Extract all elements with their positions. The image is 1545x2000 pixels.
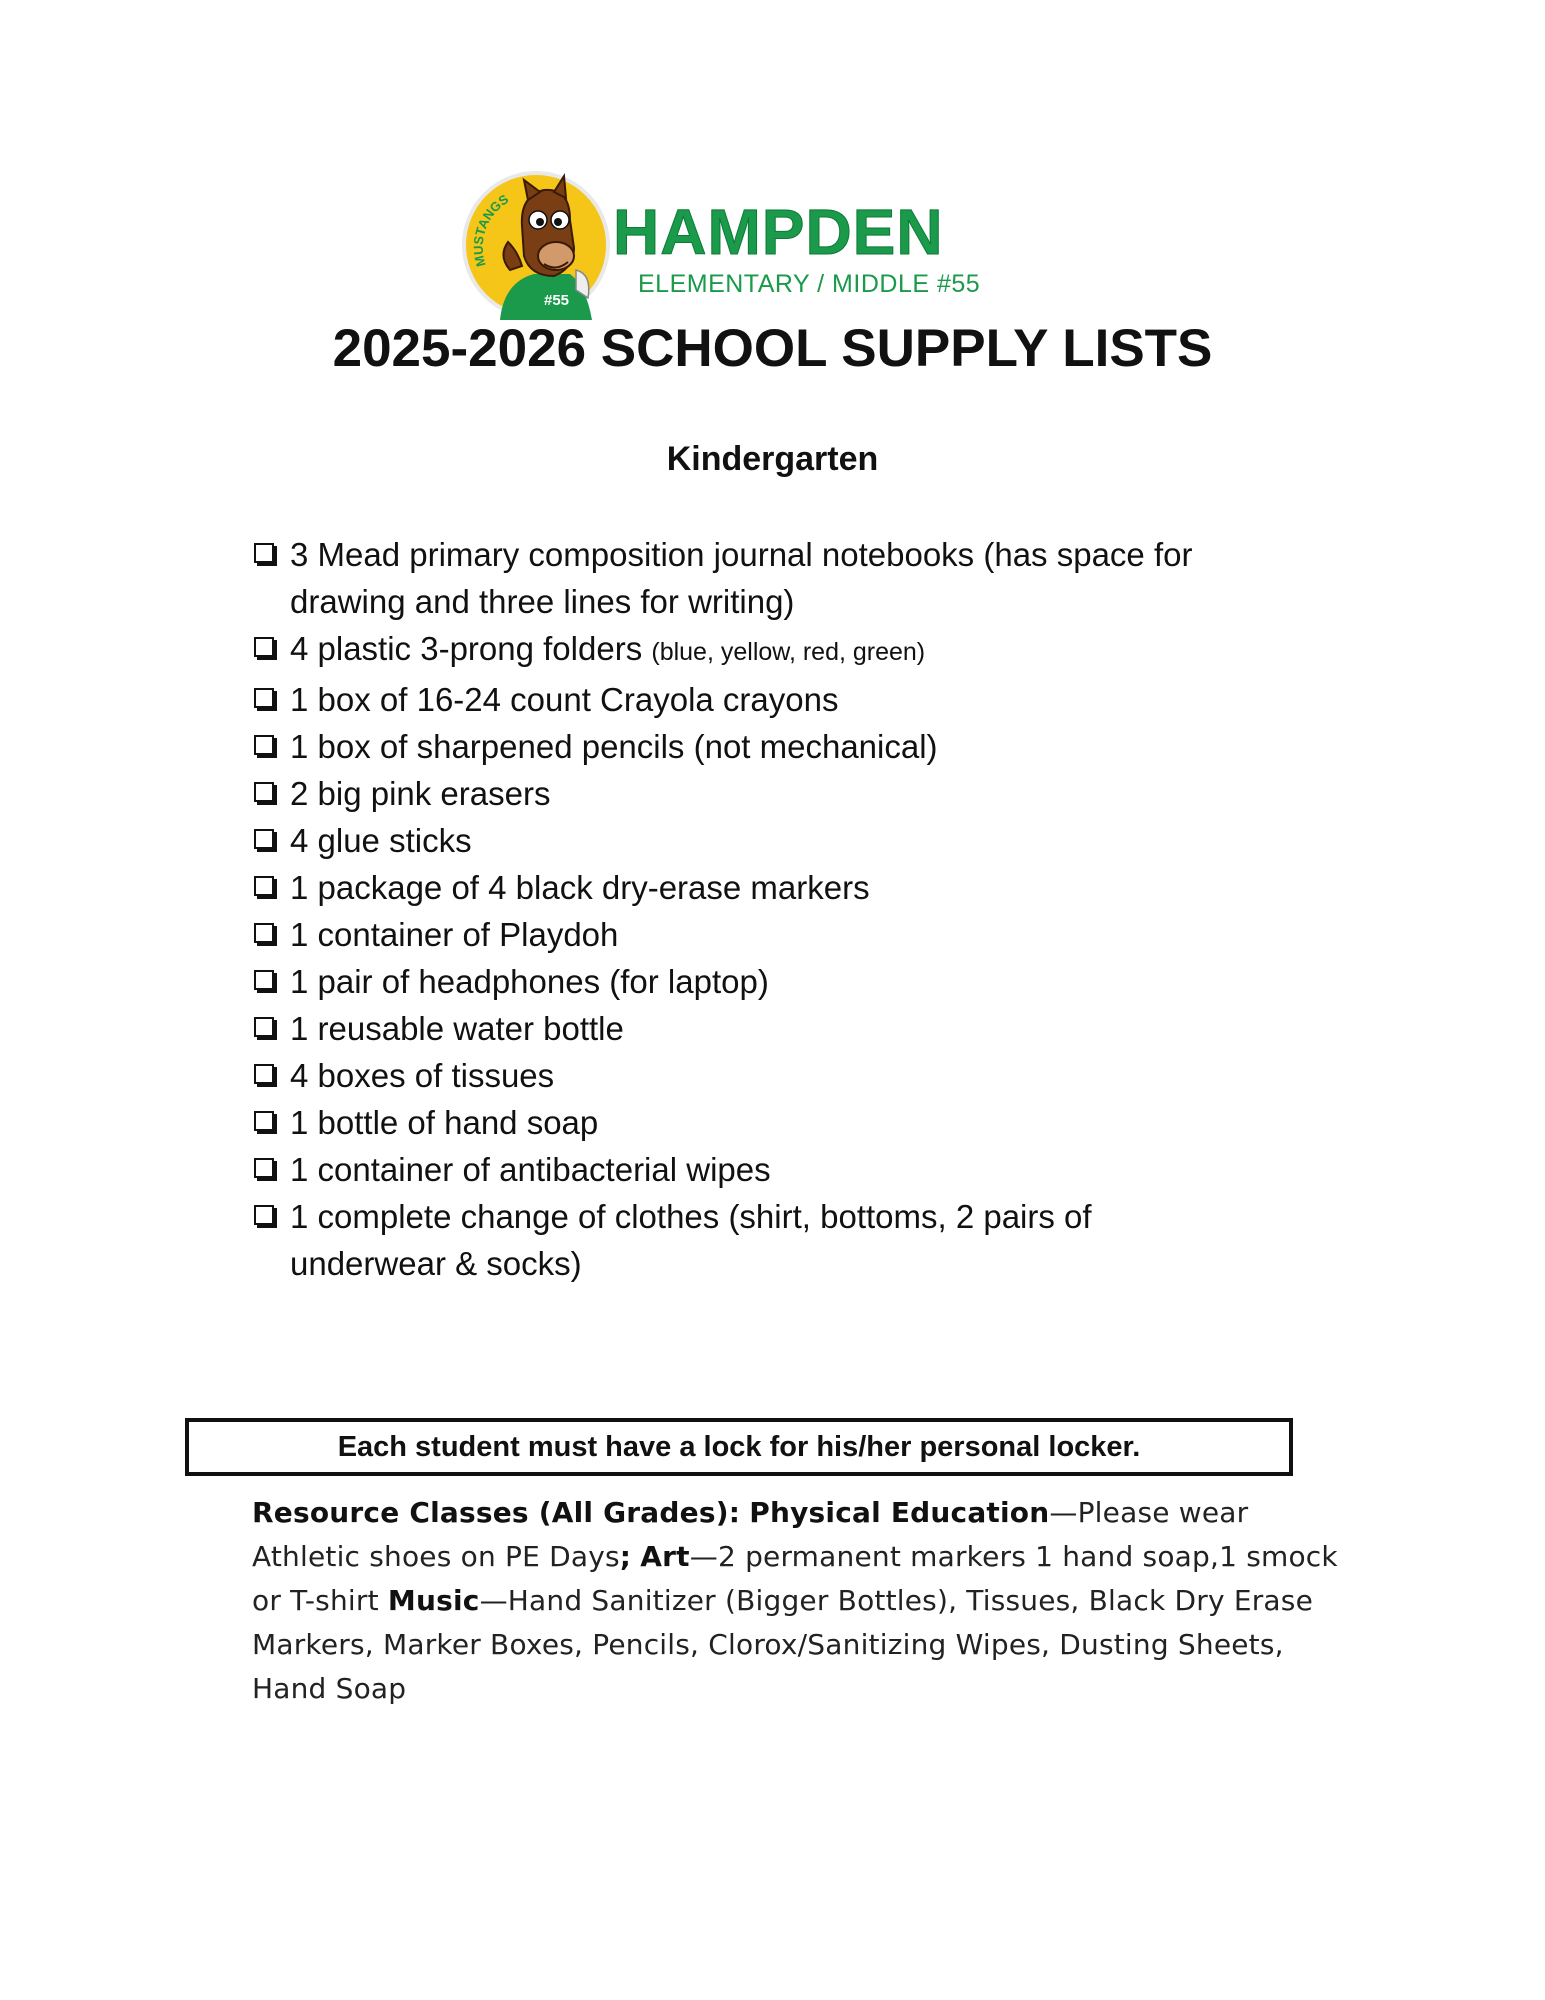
supply-item-text: 4 glue sticks bbox=[290, 822, 472, 859]
supply-item-text: 3 Mead primary composition journal notebooks (has space for bbox=[290, 536, 1193, 573]
supply-item bbox=[252, 531, 1332, 625]
supply-item bbox=[252, 817, 1332, 864]
checkbox-icon[interactable] bbox=[254, 1064, 274, 1084]
supply-item bbox=[252, 911, 1332, 958]
music-text: —Hand Sanitizer (Bigger Bottles), Tissues, Black Dry Erase Markers, Marker Boxes, Pencils, Clorox/Sanitizing Wipes, Dusting Sheets, Hand Soap bbox=[252, 1584, 1314, 1705]
resource-classes bbox=[252, 1491, 1352, 1711]
supply-item bbox=[252, 1052, 1332, 1099]
supply-item-text: 1 container of antibacterial wipes bbox=[290, 1151, 771, 1188]
checkbox-icon[interactable] bbox=[254, 1111, 274, 1131]
music-label: Music bbox=[387, 1584, 480, 1617]
checkbox-icon[interactable] bbox=[254, 637, 274, 657]
supply-item-text: 4 boxes of tissues bbox=[290, 1057, 555, 1094]
separator: ; bbox=[619, 1540, 632, 1573]
supply-item-text: 1 box of 16-24 count Crayola crayons bbox=[290, 681, 839, 718]
supply-item-continuation: underwear & socks) bbox=[290, 1245, 582, 1282]
lock-notice-box bbox=[185, 1418, 1293, 1476]
supply-item bbox=[252, 770, 1332, 817]
school-subtitle: ELEMENTARY / MIDDLE #55 bbox=[638, 270, 981, 298]
supply-item bbox=[252, 625, 1332, 676]
supply-item-continuation: drawing and three lines for writing) bbox=[290, 583, 795, 620]
supply-item bbox=[252, 1099, 1332, 1146]
checkbox-icon[interactable] bbox=[254, 876, 274, 896]
supply-item bbox=[252, 723, 1332, 770]
supply-item bbox=[252, 1146, 1332, 1193]
supply-item-note: (blue, yellow, red, green) bbox=[651, 638, 926, 666]
supply-item-text: 1 bottle of hand soap bbox=[290, 1104, 599, 1141]
supply-item-text: 1 box of sharpened pencils (not mechanical) bbox=[290, 728, 938, 765]
checkbox-icon[interactable] bbox=[254, 829, 274, 849]
resource-heading: Resource Classes (All Grades): bbox=[252, 1496, 741, 1529]
school-name: HAMPDEN bbox=[613, 196, 944, 268]
logo-badge: #55 bbox=[544, 292, 570, 309]
supply-list bbox=[252, 531, 1332, 1287]
art-label: Art bbox=[640, 1540, 690, 1573]
logo-arc-text: MUSTANGS bbox=[470, 191, 512, 269]
lock-notice-text: Each student must have a lock for his/her personal locker. bbox=[337, 1430, 1141, 1463]
checkbox-icon[interactable] bbox=[254, 1158, 274, 1178]
supply-item bbox=[252, 676, 1332, 723]
checkbox-icon[interactable] bbox=[254, 735, 274, 755]
supply-item-text: 4 plastic 3-prong folders bbox=[290, 630, 643, 667]
art-text: —2 permanent markers 1 hand soap,1 smock or T-shirt bbox=[252, 1540, 1338, 1617]
supply-item-text: 1 pair of headphones (for laptop) bbox=[290, 963, 769, 1000]
checkbox-icon[interactable] bbox=[254, 1017, 274, 1037]
checkbox-icon[interactable] bbox=[254, 543, 274, 563]
supply-item bbox=[252, 1005, 1332, 1052]
supply-item bbox=[252, 1193, 1332, 1287]
supply-item-text: 1 container of Playdoh bbox=[290, 916, 619, 953]
checkbox-icon[interactable] bbox=[254, 923, 274, 943]
checkbox-icon[interactable] bbox=[254, 688, 274, 708]
pe-text: —Please wear Athletic shoes on PE Days bbox=[252, 1496, 1249, 1573]
checkbox-icon[interactable] bbox=[254, 1205, 274, 1225]
supply-item bbox=[252, 864, 1332, 911]
supply-item-text: 1 complete change of clothes (shirt, bottoms, 2 pairs of bbox=[290, 1198, 1092, 1235]
school-logo bbox=[458, 170, 618, 320]
checkbox-icon[interactable] bbox=[254, 970, 274, 990]
grade-heading: Kindergarten bbox=[666, 440, 879, 478]
document-title: 2025-2026 SCHOOL SUPPLY LISTS bbox=[332, 319, 1213, 378]
mustang-mascot-icon bbox=[458, 170, 618, 320]
supply-item-text: 1 package of 4 black dry-erase markers bbox=[290, 869, 870, 906]
supply-item bbox=[252, 958, 1332, 1005]
supply-item-text: 2 big pink erasers bbox=[290, 775, 551, 812]
supply-item-text: 1 reusable water bottle bbox=[290, 1010, 624, 1047]
checkbox-icon[interactable] bbox=[254, 782, 274, 802]
pe-label: Physical Education bbox=[749, 1496, 1050, 1529]
